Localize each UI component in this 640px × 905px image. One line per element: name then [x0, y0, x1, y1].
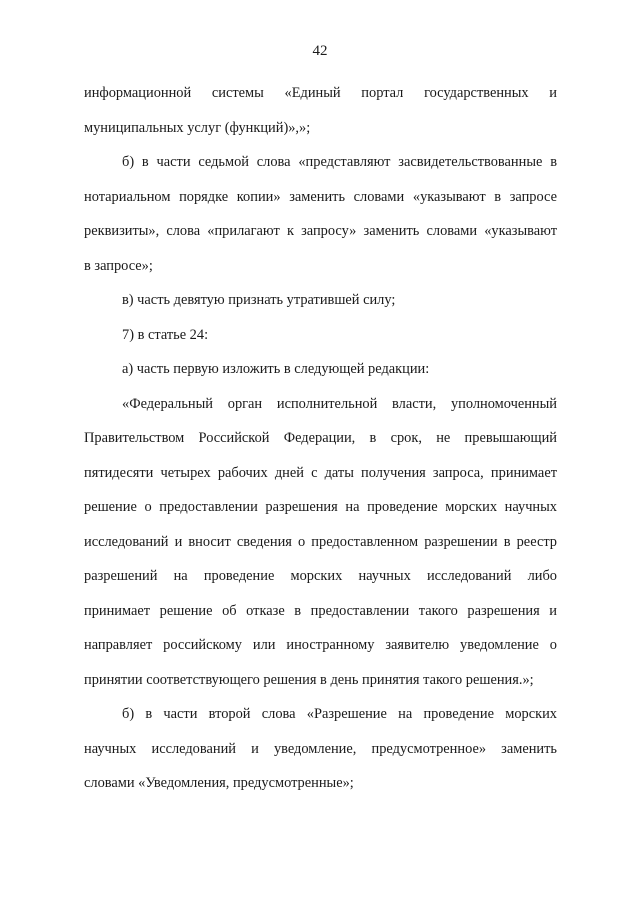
text-line: информационной системы «Единый портал государственных и [84, 85, 557, 101]
text-line: а) часть первую изложить в следующей редакции: [122, 361, 430, 377]
text-line: б) в части седьмой слова «представляют засвидетельствованные в [122, 154, 557, 170]
text-line: принятии соответствующего решения в день принятия такого решения.»; [84, 671, 534, 688]
paragraph-item-b-part-seven [84, 145, 557, 283]
document-body [84, 76, 557, 801]
text-line: в) часть девятую признать утратившей силу; [122, 292, 396, 308]
text-line: словами «Уведомления, предусмотренные»; [84, 775, 354, 791]
text-line: в запросе»; [84, 257, 153, 274]
text-line: решение о предоставлении разрешения на проведение морских научных [84, 499, 557, 515]
paragraph-portal-continuation [84, 76, 557, 145]
text-line: нотариальном порядке копии» заменить словами «указывают в запросе [84, 188, 557, 205]
text-line: б) в части второй слова «Разрешение на проведение морских [122, 706, 557, 722]
paragraph-item-v-part-nine [84, 283, 557, 318]
text-line: исследований и вносит сведения о предоставленном разрешении в реестр [84, 533, 557, 550]
text-line: «Федеральный орган исполнительной власти, уполномоченный [122, 395, 557, 412]
paragraph-item-7-article-24 [84, 318, 557, 353]
text-line: направляет российскому или иностранному заявителю уведомление о [84, 637, 557, 653]
paragraph-item-b-part-two [84, 697, 557, 801]
text-line: научных исследований и уведомление, предусмотренное» заменить [84, 740, 557, 757]
text-line: Правительством Российской Федерации, в срок, не превышающий [84, 430, 557, 446]
page-number: 42 [312, 43, 328, 59]
text-line: 7) в статье 24: [122, 326, 209, 343]
text-line: муниципальных услуг (функций)»,»; [84, 119, 311, 136]
text-line: принимает решение об отказе в предоставлении такого разрешения и [84, 602, 557, 619]
paragraph-quoted-new-wording [84, 387, 557, 698]
text-line: пятидесяти четырех рабочих дней с даты получения запроса, принимает [84, 464, 557, 481]
text-line: разрешений на проведение морских научных исследований либо [84, 568, 557, 584]
text-line: реквизиты», слова «прилагают к запросу» заменить словами «указывают [84, 223, 557, 239]
paragraph-item-a-part-one [84, 352, 557, 387]
